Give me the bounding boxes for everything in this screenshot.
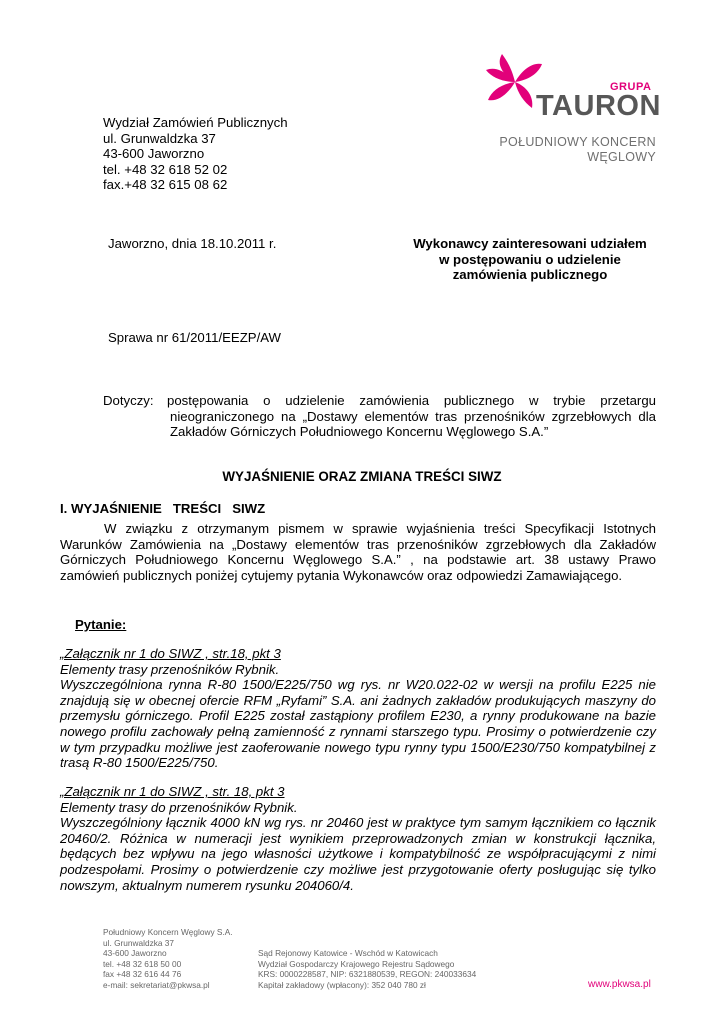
subject-text: postępowania o udzielenie zamówienia publicznego w trybie przetargu nieograniczonego na „Dostawy elementów tras przenośników zgrzebłowych dla Zakładów Górniczych Południowego Koncernu Węglowego S.A.” (167, 393, 656, 440)
question-1-ref: „Załącznik nr 1 do SIWZ , str.18, pkt 3 (60, 646, 281, 661)
company-logo (478, 50, 661, 170)
footer-registration: Sąd Rejonowy Katowice - Wschód w Katowicach Wydział Gospodarczy Krajowego Rejestru Sądowego KRS: 0000228587, NIP: 6321880539, REGON: 240033634 Kapitał zakładowy (wpłacony): 352 040 780 zł (258, 948, 477, 990)
question-label: Pytanie: (75, 617, 127, 632)
recipient-block: Wykonawcy zainteresowani udziałem w postępowaniu o udzielenie zamówienia publicznego (413, 236, 647, 283)
logo-tauron-text: TAURON (536, 90, 661, 122)
place-date: Jaworzno, dnia 18.10.2011 r. (108, 236, 277, 251)
sender-address: Wydział Zamówień Publicznych ul. Grunwaldzka 37 43-600 Jaworzno tel. +48 32 618 52 02 fax.+48 32 615 08 62 (103, 115, 288, 193)
case-number: Sprawa nr 61/2011/EEZP/AW (108, 330, 281, 345)
question-2-body: Wyszczególniony łącznik 4000 kN wg rys. nr 20460 jest w praktyce tym samym łącznikiem co łącznik 20460/2. Różnica w numeracji jest wynikiem przeprowadzonych zmian w konstrukcji łącznika, będących bez wpływu na jego własności użytkowe i kompatybilność ze współpracującymi z nimi podzespołami. Prosimy o potwierdzenie czy możliwe jest przygotowanie oferty posługując się tylko nowszym, aktualnym numerem rysunku 204060/4. (60, 815, 656, 893)
question-1-body: Wyszczególniona rynna R-80 1500/E225/750 wg rys. nr W20.022-02 w wersji na profilu E225 nie znajdują się w obecnej ofercie RFM „Ryfami” S.A. ani żadnych zakładów produkujących maszyny do przemysłu górniczego. Profil E225 został zastąpiony profilem E230, a rynny produkowane na bazie nowego profilu zachowały pełną zamienność z rynnami starszego typu. Prosimy o potwierdzenie czy w tym przypadku możliwe jest zaoferowanie nowego typu rynny typu 1500/E230/750 kompatybilnej z trasą R-80 1500/E225/750. (60, 677, 656, 771)
question-2 (60, 784, 656, 893)
main-title: WYJAŚNIENIE ORAZ ZMIANA TREŚCI SIWZ (222, 469, 502, 484)
intro-paragraph: W związku z otrzymanym pismem w sprawie wyjaśnienia treści Specyfikacji Istotnych Warunków Zamówienia na „Dostawy elementów tras przenośników zgrzebłowych dla Zakładów Górniczych Południowego Koncernu Węglowego S.A.” , na podstawie art. 38 ustawy Prawo zamówień publicznych poniżej cytujemy pytania Wykonawców oraz odpowiedzi Zamawiającego. (60, 521, 656, 583)
subject-label: Dotyczy: (103, 393, 154, 408)
question-1 (60, 646, 656, 771)
question-1-title: Elementy trasy przenośników Rybnik. (60, 661, 280, 677)
footer-website-link[interactable]: www.pkwsa.pl (588, 979, 651, 990)
logo-grupa-text: GRUPA (610, 81, 652, 93)
question-2-title: Elementy trasy do przenośników Rybnik. (60, 799, 298, 815)
logo-subtitle: POŁUDNIOWY KONCERN WĘGLOWY (499, 135, 656, 164)
section-heading: I. WYJAŚNIENIE TREŚCI SIWZ (60, 501, 266, 516)
footer-company-address: Południowy Koncern Węglowy S.A. ul. Grunwaldzka 37 43-600 Jaworzno tel. +48 32 618 50 00 fax +48 32 616 44 76 e-mail: sekretariat@pkwsa.pl (103, 927, 233, 990)
question-2-ref: „Załącznik nr 1 do SIWZ , str. 18, pkt 3 (60, 784, 285, 799)
